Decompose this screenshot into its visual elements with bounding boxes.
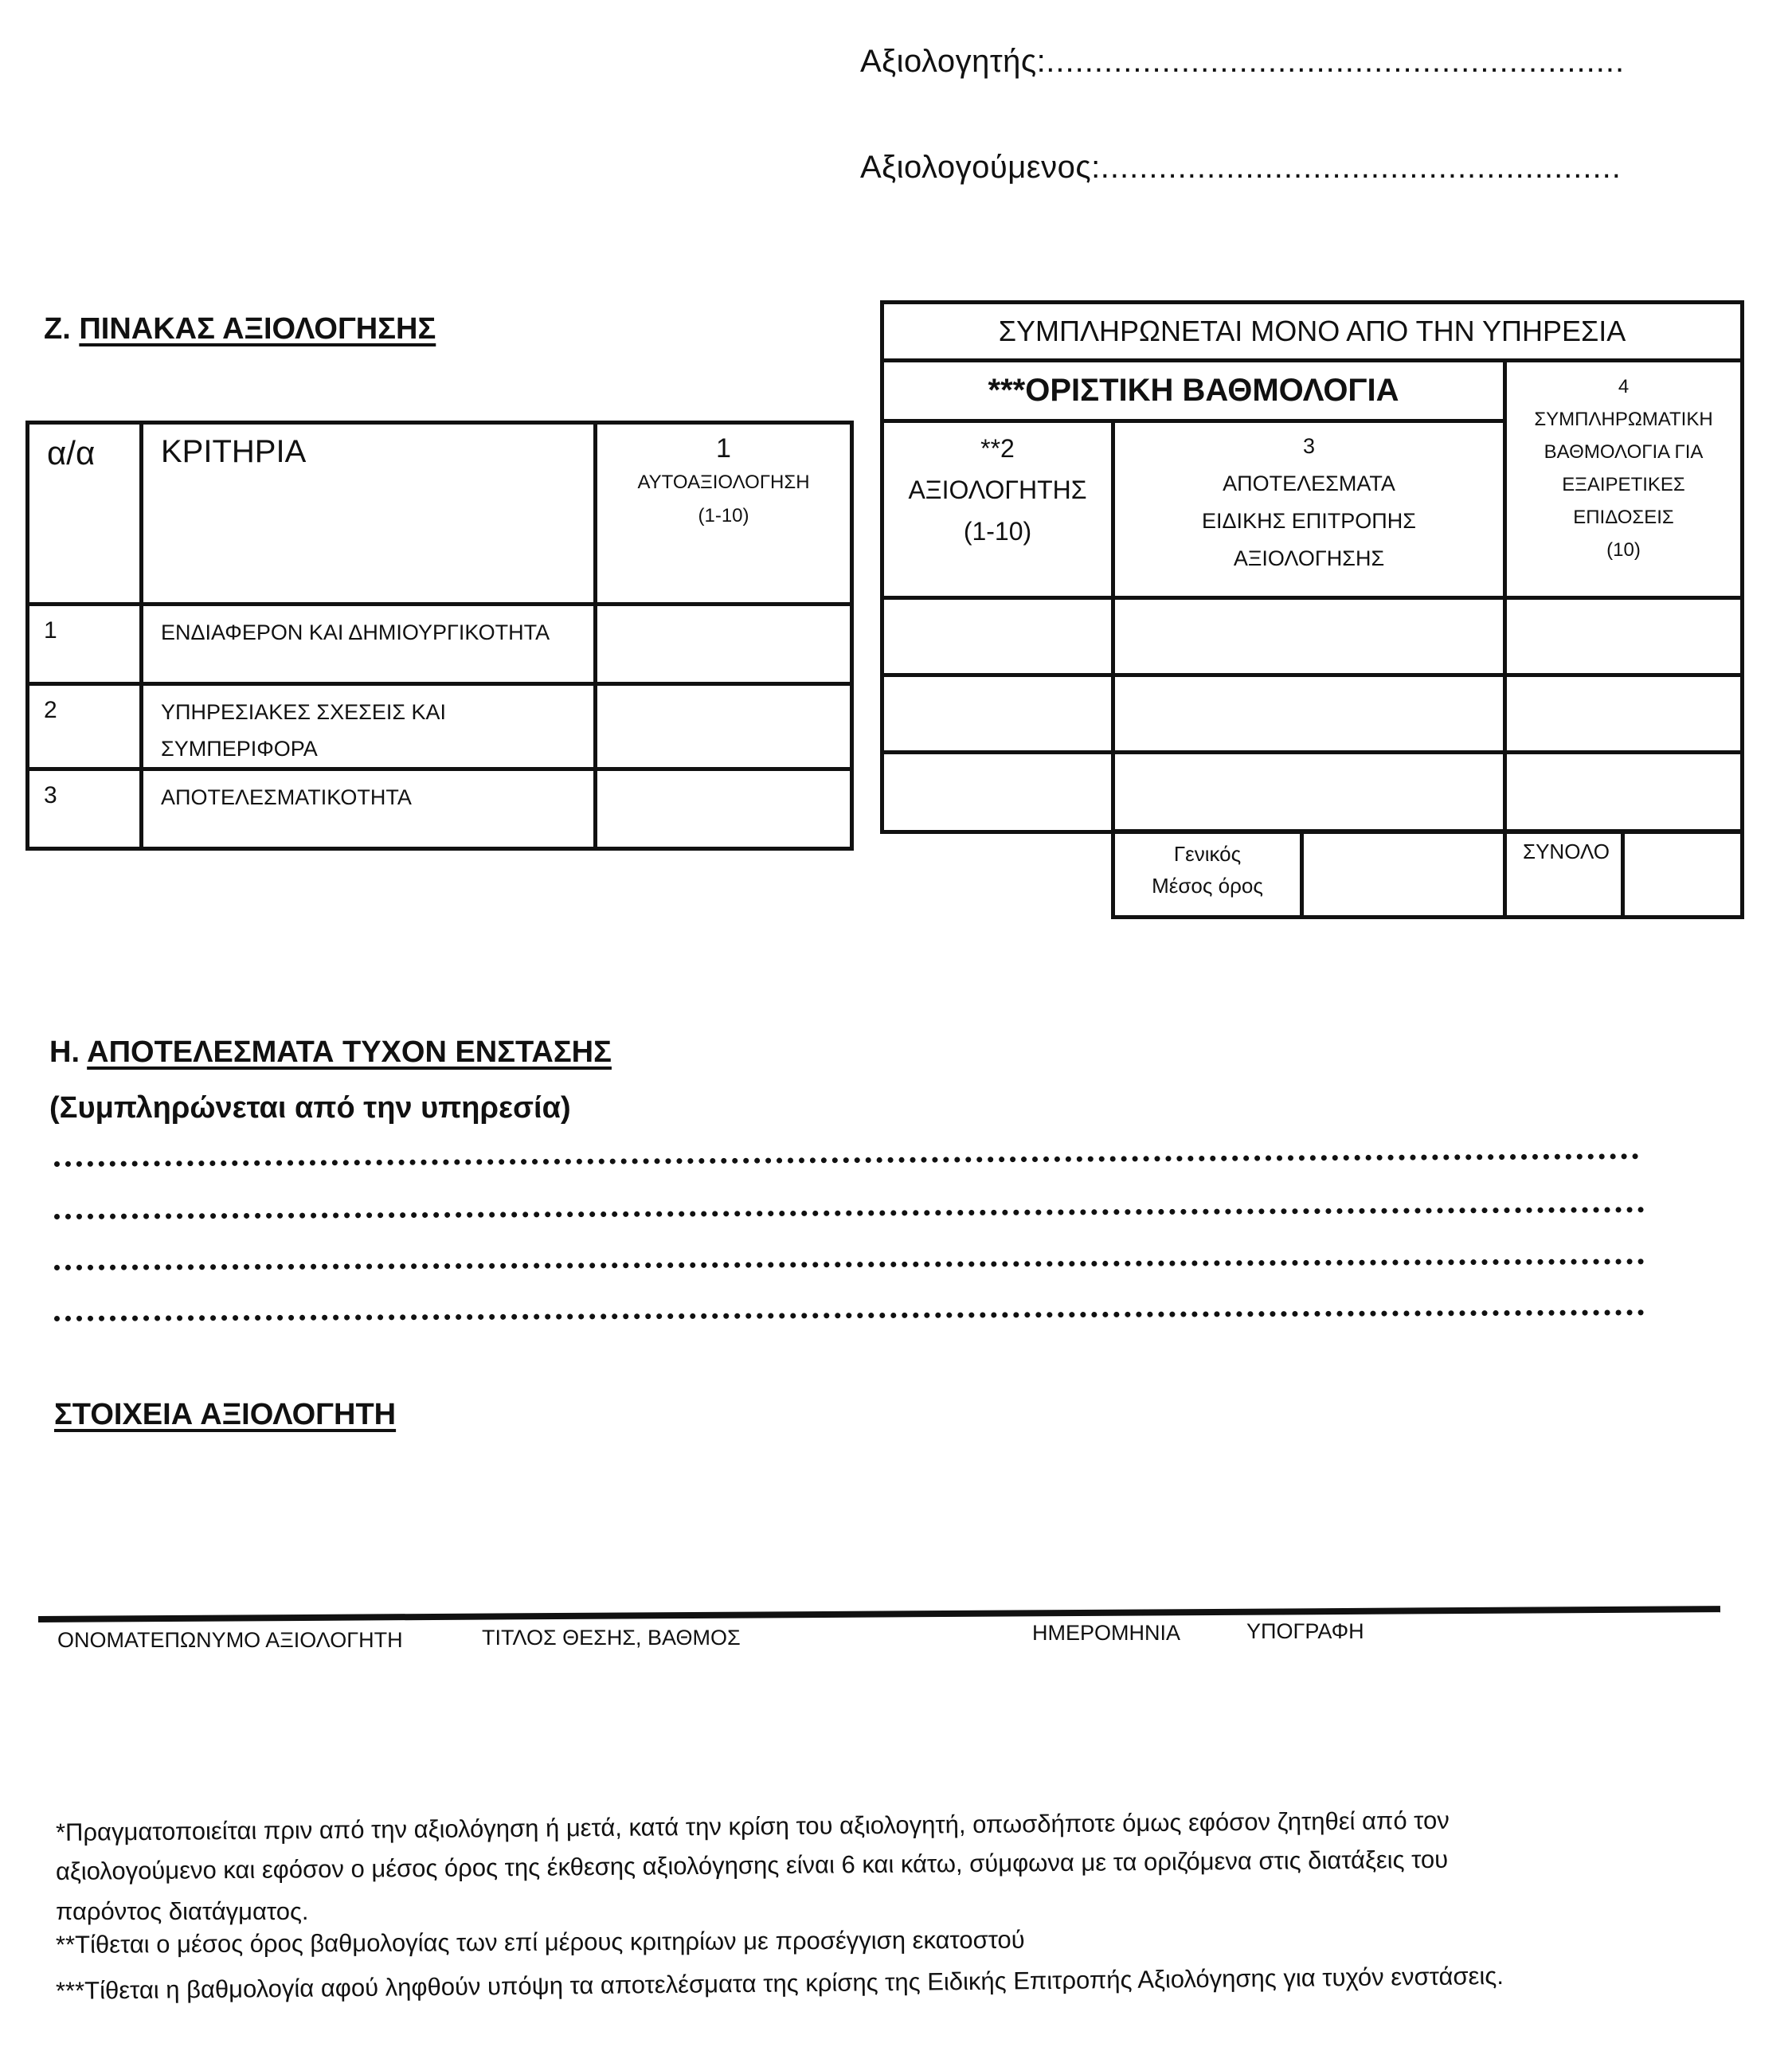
- table-row: [882, 753, 1743, 832]
- evaluator-field: [860, 44, 1625, 80]
- evaluation-table-header: [28, 423, 852, 605]
- summary-row: [1111, 829, 1744, 919]
- objection-line-3[interactable]: [54, 1258, 1645, 1270]
- table-row: [882, 598, 1743, 675]
- section-h-heading: ΑΠΟΤΕΛΕΣΜΑΤΑ ΤΥΧΟΝ ΕΝΣΤΑΣΗΣ: [87, 1035, 612, 1069]
- general-average-value[interactable]: [1302, 832, 1505, 918]
- position-label: ΤΙΤΛΟΣ ΘΕΣΗΣ, ΒΑΘΜΟΣ: [482, 1626, 741, 1650]
- header-self-num: 1: [716, 433, 731, 464]
- evaluator-label: Αξιολογητής:: [860, 44, 1047, 79]
- evaluatee-field: [860, 150, 1622, 186]
- header-self-evaluation: [596, 423, 852, 605]
- objection-line-1[interactable]: [54, 1153, 1639, 1167]
- full-name-label: ΟΝΟΜΑΤΕΠΩΝΥΜΟ ΑΞΙΟΛΟΓΗΤΗ: [57, 1628, 403, 1652]
- header-evaluator-grade: **2 ΑΞΙΟΛΟΓΗΤΗΣ (1-10): [882, 421, 1113, 598]
- supplementary-score-cell[interactable]: [1505, 598, 1743, 675]
- table-row: [28, 605, 852, 684]
- section-h-title: [49, 1035, 612, 1070]
- evaluator-details-title: ΣΤΟΙΧΕΙΑ ΑΞΙΟΛΟΓΗΤΗ: [54, 1398, 397, 1431]
- supplementary-score-cell[interactable]: [1505, 675, 1743, 753]
- service-only-title: ΣΥΜΠΛΗΡΩΝΕΤΑΙ ΜΟΝΟ ΑΠΟ ΤΗΝ ΥΠΗΡΕΣΙΑ: [882, 303, 1743, 361]
- footnote-1-line-2: αξιολογούμενο και εφόσον ο μέσος όρος της έκθεσης αξιολόγησης είναι 6 και κάτω, σύμφωνα με τα οριζόμενα στις διατάξεις του: [55, 1845, 1449, 1885]
- table-row: [28, 684, 852, 769]
- committee-score-cell[interactable]: [1113, 753, 1505, 832]
- row-criterion: ΥΠΗΡΕΣΙΑΚΕΣ ΣΧΕΣΕΙΣ ΚΑΙ ΣΥΜΠΕΡΙΦΟΡΑ: [142, 684, 596, 769]
- footnote-1-line-3: παρόντος διατάγματος.: [56, 1897, 309, 1925]
- service-table: [880, 300, 1744, 834]
- self-score-cell[interactable]: [596, 684, 852, 769]
- header-criteria: ΚΡΙΤΗΡΙΑ: [142, 423, 596, 605]
- committee-score-cell[interactable]: [1113, 675, 1505, 753]
- signature-line[interactable]: [38, 1606, 1720, 1622]
- evaluator-score-cell[interactable]: [882, 598, 1113, 675]
- self-score-cell[interactable]: [596, 605, 852, 684]
- evaluator-input[interactable]: ............................................................: [1046, 44, 1626, 79]
- total-label: ΣΥΝΟΛΟ: [1505, 832, 1623, 918]
- objection-line-4[interactable]: [54, 1309, 1645, 1321]
- row-criterion: ΕΝΔΙΑΦΕΡΟΝ ΚΑΙ ΔΗΜΙΟΥΡΓΙΚΟΤΗΤΑ: [142, 605, 596, 684]
- evaluatee-label: Αξιολογούμενος:: [860, 150, 1101, 185]
- evaluation-table: [25, 421, 854, 851]
- header-aa: α/α: [28, 423, 142, 605]
- row-number: 1: [28, 605, 142, 684]
- committee-score-cell[interactable]: [1113, 598, 1505, 675]
- total-value[interactable]: [1623, 832, 1743, 918]
- objection-line-2[interactable]: [54, 1207, 1645, 1219]
- header-self-label: ΑΥΤΟΑΞΙΟΛΟΓΗΣΗ: [637, 472, 810, 493]
- section-h-subtitle: (Συμπληρώνεται από την υπηρεσία): [49, 1091, 571, 1125]
- header-committee-results: 3 ΑΠΟΤΕΛΕΣΜΑΤΑ ΕΙΔΙΚΗΣ ΕΠΙΤΡΟΠΗΣ ΑΞΙΟΛΟΓΗΣΗΣ: [1113, 421, 1505, 598]
- signature-label: ΥΠΟΓΡΑΦΗ: [1246, 1619, 1364, 1643]
- final-grade-title: ***ΟΡΙΣΤΙΚΗ ΒΑΘΜΟΛΟΓΙΑ: [882, 361, 1505, 421]
- header-supplementary-grade: 4 ΣΥΜΠΛΗΡΩΜΑΤΙΚΗ ΒΑΘΜΟΛΟΓΙΑ ΓΙΑ ΕΞΑΙΡΕΤΙΚΕΣ ΕΠΙΔΟΣΕΙΣ (10): [1505, 361, 1743, 598]
- row-criterion: ΑΠΟΤΕΛΕΣΜΑΤΙΚΟΤΗΤΑ: [142, 769, 596, 849]
- general-average-label: Γενικός Μέσος όρος: [1113, 832, 1302, 918]
- evaluator-score-cell[interactable]: [882, 753, 1113, 832]
- row-number: 3: [28, 769, 142, 849]
- section-z-prefix: Ζ.: [44, 312, 71, 346]
- table-row: [882, 675, 1743, 753]
- supplementary-score-cell[interactable]: [1505, 753, 1743, 832]
- section-h-prefix: Η.: [49, 1035, 80, 1069]
- footnote-1-line-1: *Πραγματοποιείται πριν από την αξιολόγηση ή μετά, κατά την κρίση του αξιολογητή, οπωσδήποτε όμως εφόσον ζητηθεί από τον: [55, 1806, 1450, 1846]
- header-self-range: (1-10): [698, 505, 749, 526]
- date-label: ΗΜΕΡΟΜΗΝΙΑ: [1032, 1621, 1181, 1645]
- section-z-heading: ΠΙΝΑΚΑΣ ΑΞΙΟΛΟΓΗΣΗΣ: [79, 312, 436, 346]
- footnote-2: **Τίθεται ο μέσος όρος βαθμολογίας των επί μέρους κριτηρίων με προσέγγιση εκατοστού: [55, 1925, 1025, 1959]
- footnote-3: ***Τίθεται η βαθμολογία αφού ληφθούν υπόψη τα αποτελέσματα της κρίσης της Ειδικής Επιτροπής Αξιολόγησης για τυχόν ενστάσεις.: [55, 1961, 1504, 2005]
- table-row: [28, 769, 852, 849]
- row-number: 2: [28, 684, 142, 769]
- section-z-title: [44, 312, 436, 346]
- self-score-cell[interactable]: [596, 769, 852, 849]
- evaluatee-input[interactable]: ......................................................: [1100, 150, 1622, 185]
- evaluator-score-cell[interactable]: [882, 675, 1113, 753]
